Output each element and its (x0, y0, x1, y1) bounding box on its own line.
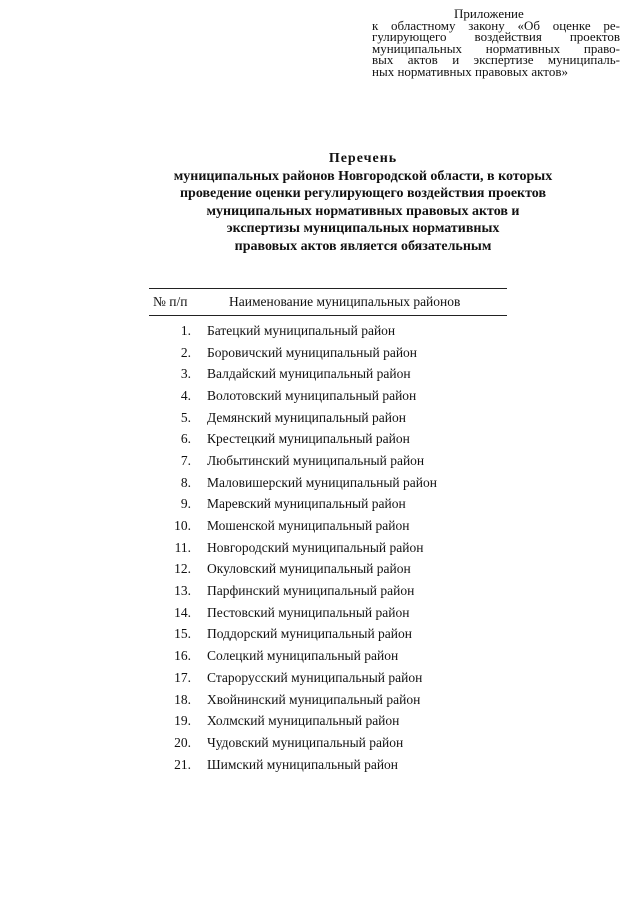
table-row (149, 689, 509, 711)
row-district-name: Шимский муниципальный район (207, 756, 399, 772)
row-district-name: Поддорский муниципальный район (207, 626, 412, 642)
title-line: муниципальных районов Новгородской области, в которых (173, 168, 553, 184)
row-number: 18. (174, 691, 191, 707)
table-header-rule (149, 315, 507, 316)
title-heading: Перечень (328, 151, 398, 166)
table-row (149, 624, 509, 646)
row-district-name: Парфинский муниципальный район (207, 583, 415, 599)
row-number: 13. (174, 583, 191, 599)
appendix-block (372, 8, 620, 77)
row-number: 19. (174, 713, 191, 729)
title-line: экспертизы муниципальных нормативных (226, 221, 500, 236)
table-row (149, 450, 509, 472)
row-number: 3. (180, 366, 191, 382)
title-line: проведение оценки регулирующего воздействия проектов (179, 186, 547, 201)
row-district-name: Хвойнинский муниципальный район (207, 691, 421, 707)
districts-table-header (149, 288, 507, 316)
row-number: 2. (180, 344, 191, 360)
header-number: № п/п (153, 294, 188, 309)
table-row (149, 342, 509, 364)
row-number: 7. (180, 452, 191, 468)
row-district-name: Маловишерский муниципальный район (207, 474, 437, 490)
table-header-row (149, 289, 507, 315)
table-row (149, 385, 509, 407)
row-district-name: Батецкий муниципальный район (207, 322, 396, 338)
row-district-name: Старорусский муниципальный район (207, 669, 423, 685)
row-number: 14. (174, 604, 191, 620)
document-title (0, 150, 640, 255)
row-district-name: Солецкий муниципальный район (207, 648, 399, 664)
table-row (149, 580, 509, 602)
table-row (149, 428, 509, 450)
row-number: 20. (174, 734, 191, 750)
districts-list (149, 320, 509, 775)
appendix-line: ных нормативных правовых актов» (372, 63, 568, 79)
row-number: 4. (180, 387, 191, 403)
appendix-line: гулирующего воздействия проектов (372, 29, 620, 44)
row-district-name: Холмский муниципальный район (207, 713, 400, 729)
row-district-name: Крестецкий муниципальный район (207, 431, 410, 447)
appendix-line: муниципальных нормативных право- (372, 40, 620, 56)
table-row (149, 754, 509, 776)
table-row (149, 363, 509, 385)
row-number: 1. (180, 322, 191, 338)
row-number: 15. (174, 626, 191, 642)
row-number: 21. (174, 756, 191, 772)
appendix-line: вых актов и экспертизе муниципаль- (372, 52, 620, 67)
table-row (149, 494, 509, 516)
row-district-name: Боровичский муниципальный район (207, 344, 418, 360)
table-row (149, 320, 509, 342)
row-number: 17. (174, 669, 191, 685)
table-row (149, 667, 509, 689)
appendix-title: Приложение (454, 6, 524, 21)
appendix-line: к областному закону «Об оценке ре- (372, 17, 620, 33)
row-number: 6. (180, 431, 191, 447)
table-row (149, 710, 509, 732)
row-district-name: Валдайский муниципальный район (207, 366, 411, 382)
row-number: 10. (174, 518, 191, 534)
table-row (149, 515, 509, 537)
table-row (149, 645, 509, 667)
table-row (149, 472, 509, 494)
title-line: правовых актов является обязательным (234, 238, 492, 254)
row-number: 16. (174, 648, 191, 664)
row-district-name: Окуловский муниципальный район (207, 561, 411, 577)
row-number: 8. (180, 474, 191, 490)
table-row (149, 537, 509, 559)
table-row (149, 732, 509, 754)
table-row (149, 602, 509, 624)
table-row (149, 559, 509, 581)
table-row (149, 407, 509, 429)
row-number: 12. (174, 561, 191, 577)
row-number: 5. (180, 409, 191, 425)
row-district-name: Демянский муниципальный район (207, 409, 406, 425)
row-district-name: Мошенской муниципальный район (207, 518, 410, 534)
row-district-name: Любытинский муниципальный район (207, 452, 425, 468)
row-district-name: Чудовский муниципальный район (207, 734, 404, 750)
header-name: Наименование муниципальных районов (229, 294, 461, 309)
row-number: 9. (180, 496, 191, 512)
row-number: 11. (174, 539, 191, 555)
row-district-name: Новгородский муниципальный район (207, 539, 424, 555)
row-district-name: Маревский муниципальный район (207, 496, 406, 512)
row-district-name: Пестовский муниципальный район (207, 604, 410, 620)
row-district-name: Волотовский муниципальный район (207, 387, 417, 403)
title-line: муниципальных нормативных правовых актов и (206, 203, 520, 219)
